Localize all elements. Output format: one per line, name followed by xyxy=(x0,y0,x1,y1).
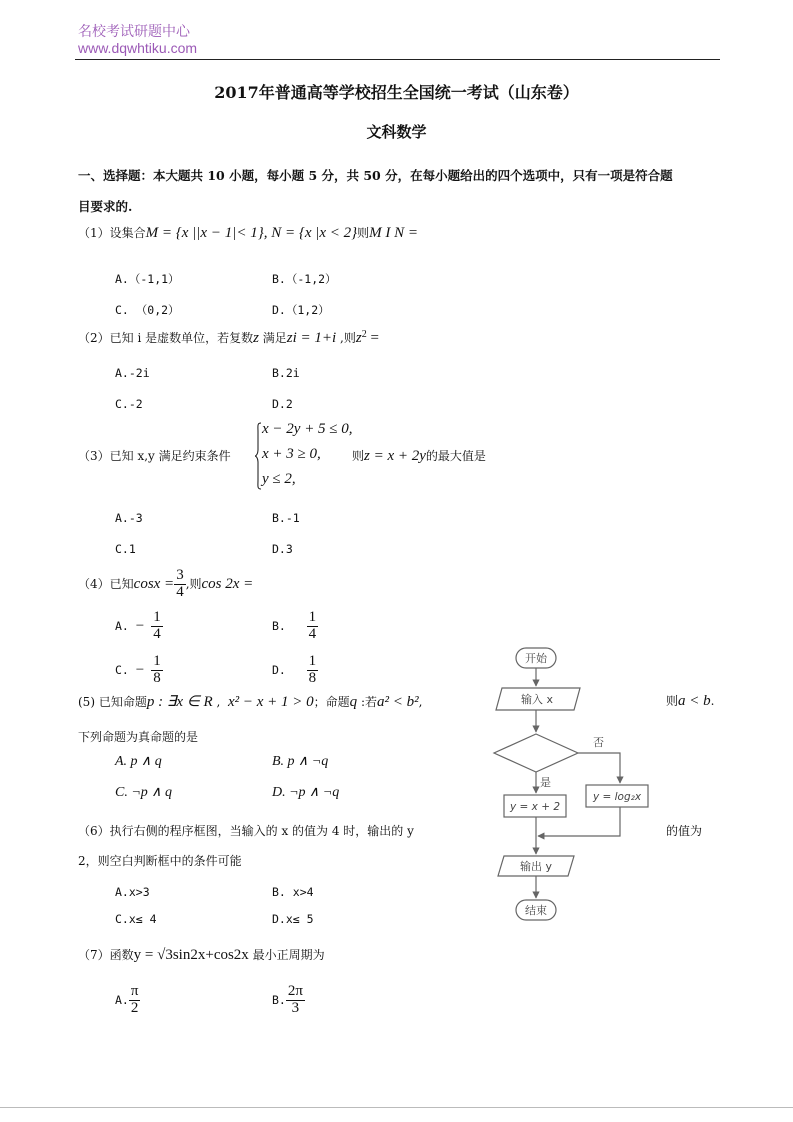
flow-input-label: 输入 x xyxy=(520,693,554,706)
flow-output-label: 输出 y xyxy=(519,860,553,873)
question-text: 已知命题 xyxy=(98,695,147,709)
flow-start-label: 开始 xyxy=(525,652,547,665)
option-d xyxy=(272,654,318,687)
question-6-line2: 2，则空白判断框中的条件可能 xyxy=(78,854,242,868)
math-expression: y = √3sin2x+cos2x xyxy=(133,947,249,963)
question-3 xyxy=(78,447,231,464)
site-name: 名校考试研题中心 xyxy=(78,24,190,40)
flow-decision-node xyxy=(494,734,578,772)
fraction xyxy=(286,984,305,1017)
fraction-numerator: 1 xyxy=(308,609,317,625)
fraction-denominator: 4 xyxy=(153,625,161,642)
option-b xyxy=(272,984,305,1017)
math-expression: x² − x + 1 > 0 xyxy=(227,694,314,710)
option-a xyxy=(115,984,140,1017)
option-label: A. xyxy=(115,618,129,633)
page-title: 2017年普通高等学校招生全国统一考试（山东卷） xyxy=(214,83,579,102)
flow-right-box-label: y = log₂x xyxy=(592,791,642,803)
question-5: (5) 已知命题p : ∃x ∈ R , x² − x + 1 > 0；命题q :若a² < b², xyxy=(78,694,423,710)
program-flowchart xyxy=(470,640,670,930)
option-label: B. xyxy=(272,992,286,1007)
question-6 xyxy=(78,822,414,839)
question-text: 已知 xyxy=(109,576,134,591)
option-d: D. ¬p ∧ ¬q xyxy=(272,785,340,800)
question-number: （7） xyxy=(78,948,110,962)
option-d: D.x≤ 5 xyxy=(272,912,314,926)
option-d: D.（1,2） xyxy=(272,303,330,317)
question-number: （4） xyxy=(78,576,110,591)
site-url[interactable]: www.dqwhtiku.com xyxy=(78,40,198,56)
fraction xyxy=(151,654,163,687)
option-b: B.（-1,2） xyxy=(272,272,337,286)
question-text: 则 xyxy=(357,226,370,240)
math-expression: = xyxy=(366,330,379,346)
fraction-numerator: π xyxy=(130,983,139,999)
constraint-3: y ≤ 2, xyxy=(262,471,296,487)
question-number: （2） xyxy=(78,331,110,345)
question-5-right xyxy=(666,692,714,710)
fraction-numerator: 1 xyxy=(308,653,317,669)
question-text: 已知 i 是虚数单位，若复数 xyxy=(109,331,254,345)
option-b: B. x>4 xyxy=(272,885,314,899)
option-d: D.3 xyxy=(272,542,293,556)
fraction-numerator: 1 xyxy=(153,609,161,625)
fraction-denominator: 2 xyxy=(130,999,139,1016)
math-expression: cos 2x = xyxy=(201,575,254,592)
question-text: 的最大值是 xyxy=(425,449,486,463)
question-5-line2: 下列命题为真命题的是 xyxy=(78,730,199,744)
section-heading-line2: 目要求的. xyxy=(78,199,133,214)
option-a: A.x>3 xyxy=(115,885,150,899)
option-label: A. xyxy=(115,992,129,1007)
math-expression: M = {x ||x − 1|< 1}, N = {x |x < 2} xyxy=(145,225,358,241)
fraction xyxy=(307,654,319,687)
math-expression: zi = 1+i xyxy=(286,330,337,346)
option-b: B. p ∧ ¬q xyxy=(272,754,329,769)
question-text: 函数 xyxy=(109,948,134,962)
option-c: C.x≤ 4 xyxy=(115,912,157,926)
math-expression: z xyxy=(355,330,362,346)
question-1 xyxy=(78,224,418,242)
superscript: 2 xyxy=(361,329,367,340)
option-a: A.（-1,1） xyxy=(115,272,180,286)
option-c: C. ¬p ∧ q xyxy=(115,785,173,800)
fraction-numerator: 1 xyxy=(153,653,161,669)
question-text: 设集合 xyxy=(109,226,146,240)
option-c: C.1 xyxy=(115,542,136,556)
math-expression: z xyxy=(253,330,259,346)
option-label: D. xyxy=(272,662,286,677)
math-expression: p : ∃x ∈ R xyxy=(146,694,213,710)
question-number: （3） xyxy=(78,449,110,463)
fraction-numerator: 3 xyxy=(176,567,184,583)
question-text: 则 xyxy=(352,449,365,463)
fraction-denominator: 3 xyxy=(291,999,300,1016)
flow-end-label: 结束 xyxy=(525,904,547,917)
constraint-1: x − 2y + 5 ≤ 0, xyxy=(262,421,353,437)
option-b xyxy=(272,610,318,643)
question-4 xyxy=(78,568,253,601)
question-number: (5) xyxy=(78,695,95,709)
fraction-denominator: 4 xyxy=(308,625,317,642)
question-text: , xyxy=(418,695,423,709)
question-text: ,则 xyxy=(336,331,356,345)
fraction-denominator: 8 xyxy=(153,669,161,686)
question-3-tail xyxy=(352,447,486,465)
option-d: D.2 xyxy=(272,397,293,411)
math-expression: a < b xyxy=(678,693,711,709)
option-a: A. p ∧ q xyxy=(115,754,162,769)
fraction xyxy=(174,568,186,601)
option-a: A.-3 xyxy=(115,511,143,525)
question-text: 满足 xyxy=(258,331,287,345)
option-label: C. xyxy=(115,662,129,677)
fraction xyxy=(151,610,163,643)
option-b: B.2i xyxy=(272,366,300,380)
math-expression: M I N = xyxy=(369,225,419,241)
option-c: C. （0,2） xyxy=(115,303,180,317)
page-subtitle: 文科数学 xyxy=(366,123,427,141)
question-number: （6） xyxy=(78,824,110,838)
question-text: ,则 xyxy=(185,576,202,591)
question-2 xyxy=(78,329,379,347)
question-text: 已知 x,y 满足约束条件 xyxy=(109,449,231,463)
question-text: ；命题 xyxy=(313,695,350,709)
question-number: （1） xyxy=(78,226,110,240)
question-7 xyxy=(78,946,325,964)
header-divider xyxy=(75,59,720,60)
math-expression: a² < b² xyxy=(377,694,419,710)
question-text: :若 xyxy=(357,695,378,709)
fraction-denominator: 8 xyxy=(308,669,317,686)
option-sign: − xyxy=(135,661,145,678)
fraction-denominator: 4 xyxy=(176,583,184,600)
math-expression: q xyxy=(349,694,358,710)
question-text: 最小正周期为 xyxy=(248,948,325,962)
question-text: 则 xyxy=(666,694,679,708)
constraint-brace xyxy=(254,422,262,490)
flow-yes-label: 是 xyxy=(540,776,551,789)
option-sign: − xyxy=(135,617,145,634)
math-expression: cosx = xyxy=(133,575,175,592)
option-label: B. xyxy=(272,618,286,633)
fraction-numerator: 2π xyxy=(287,983,303,999)
flow-no-label: 否 xyxy=(593,736,604,749)
question-6-right: 的值为 xyxy=(666,824,703,838)
footer-divider xyxy=(0,1107,793,1108)
option-c: C.-2 xyxy=(115,397,143,411)
option-c xyxy=(115,654,163,687)
option-b: B.-1 xyxy=(272,511,300,525)
math-expression: z = x + 2y xyxy=(364,448,426,464)
question-text: 执行右侧的程序框图，当输入的 x 的值为 4 时，输出的 y xyxy=(109,824,414,838)
constraint-2: x + 3 ≥ 0, xyxy=(262,446,321,462)
question-text: . xyxy=(710,694,715,708)
option-a: A.-2i xyxy=(115,366,150,380)
flow-arrow-no xyxy=(578,753,620,783)
flow-left-box-label: y = x + 2 xyxy=(509,801,561,813)
fraction xyxy=(307,610,319,643)
section-heading-line1: 一、选择题：本大题共 10 小题，每小题 5 分，共 50 分，在每小题给出的四个选项中，只有一项是符合题 xyxy=(78,168,673,183)
fraction xyxy=(129,984,141,1017)
option-a xyxy=(115,610,163,643)
